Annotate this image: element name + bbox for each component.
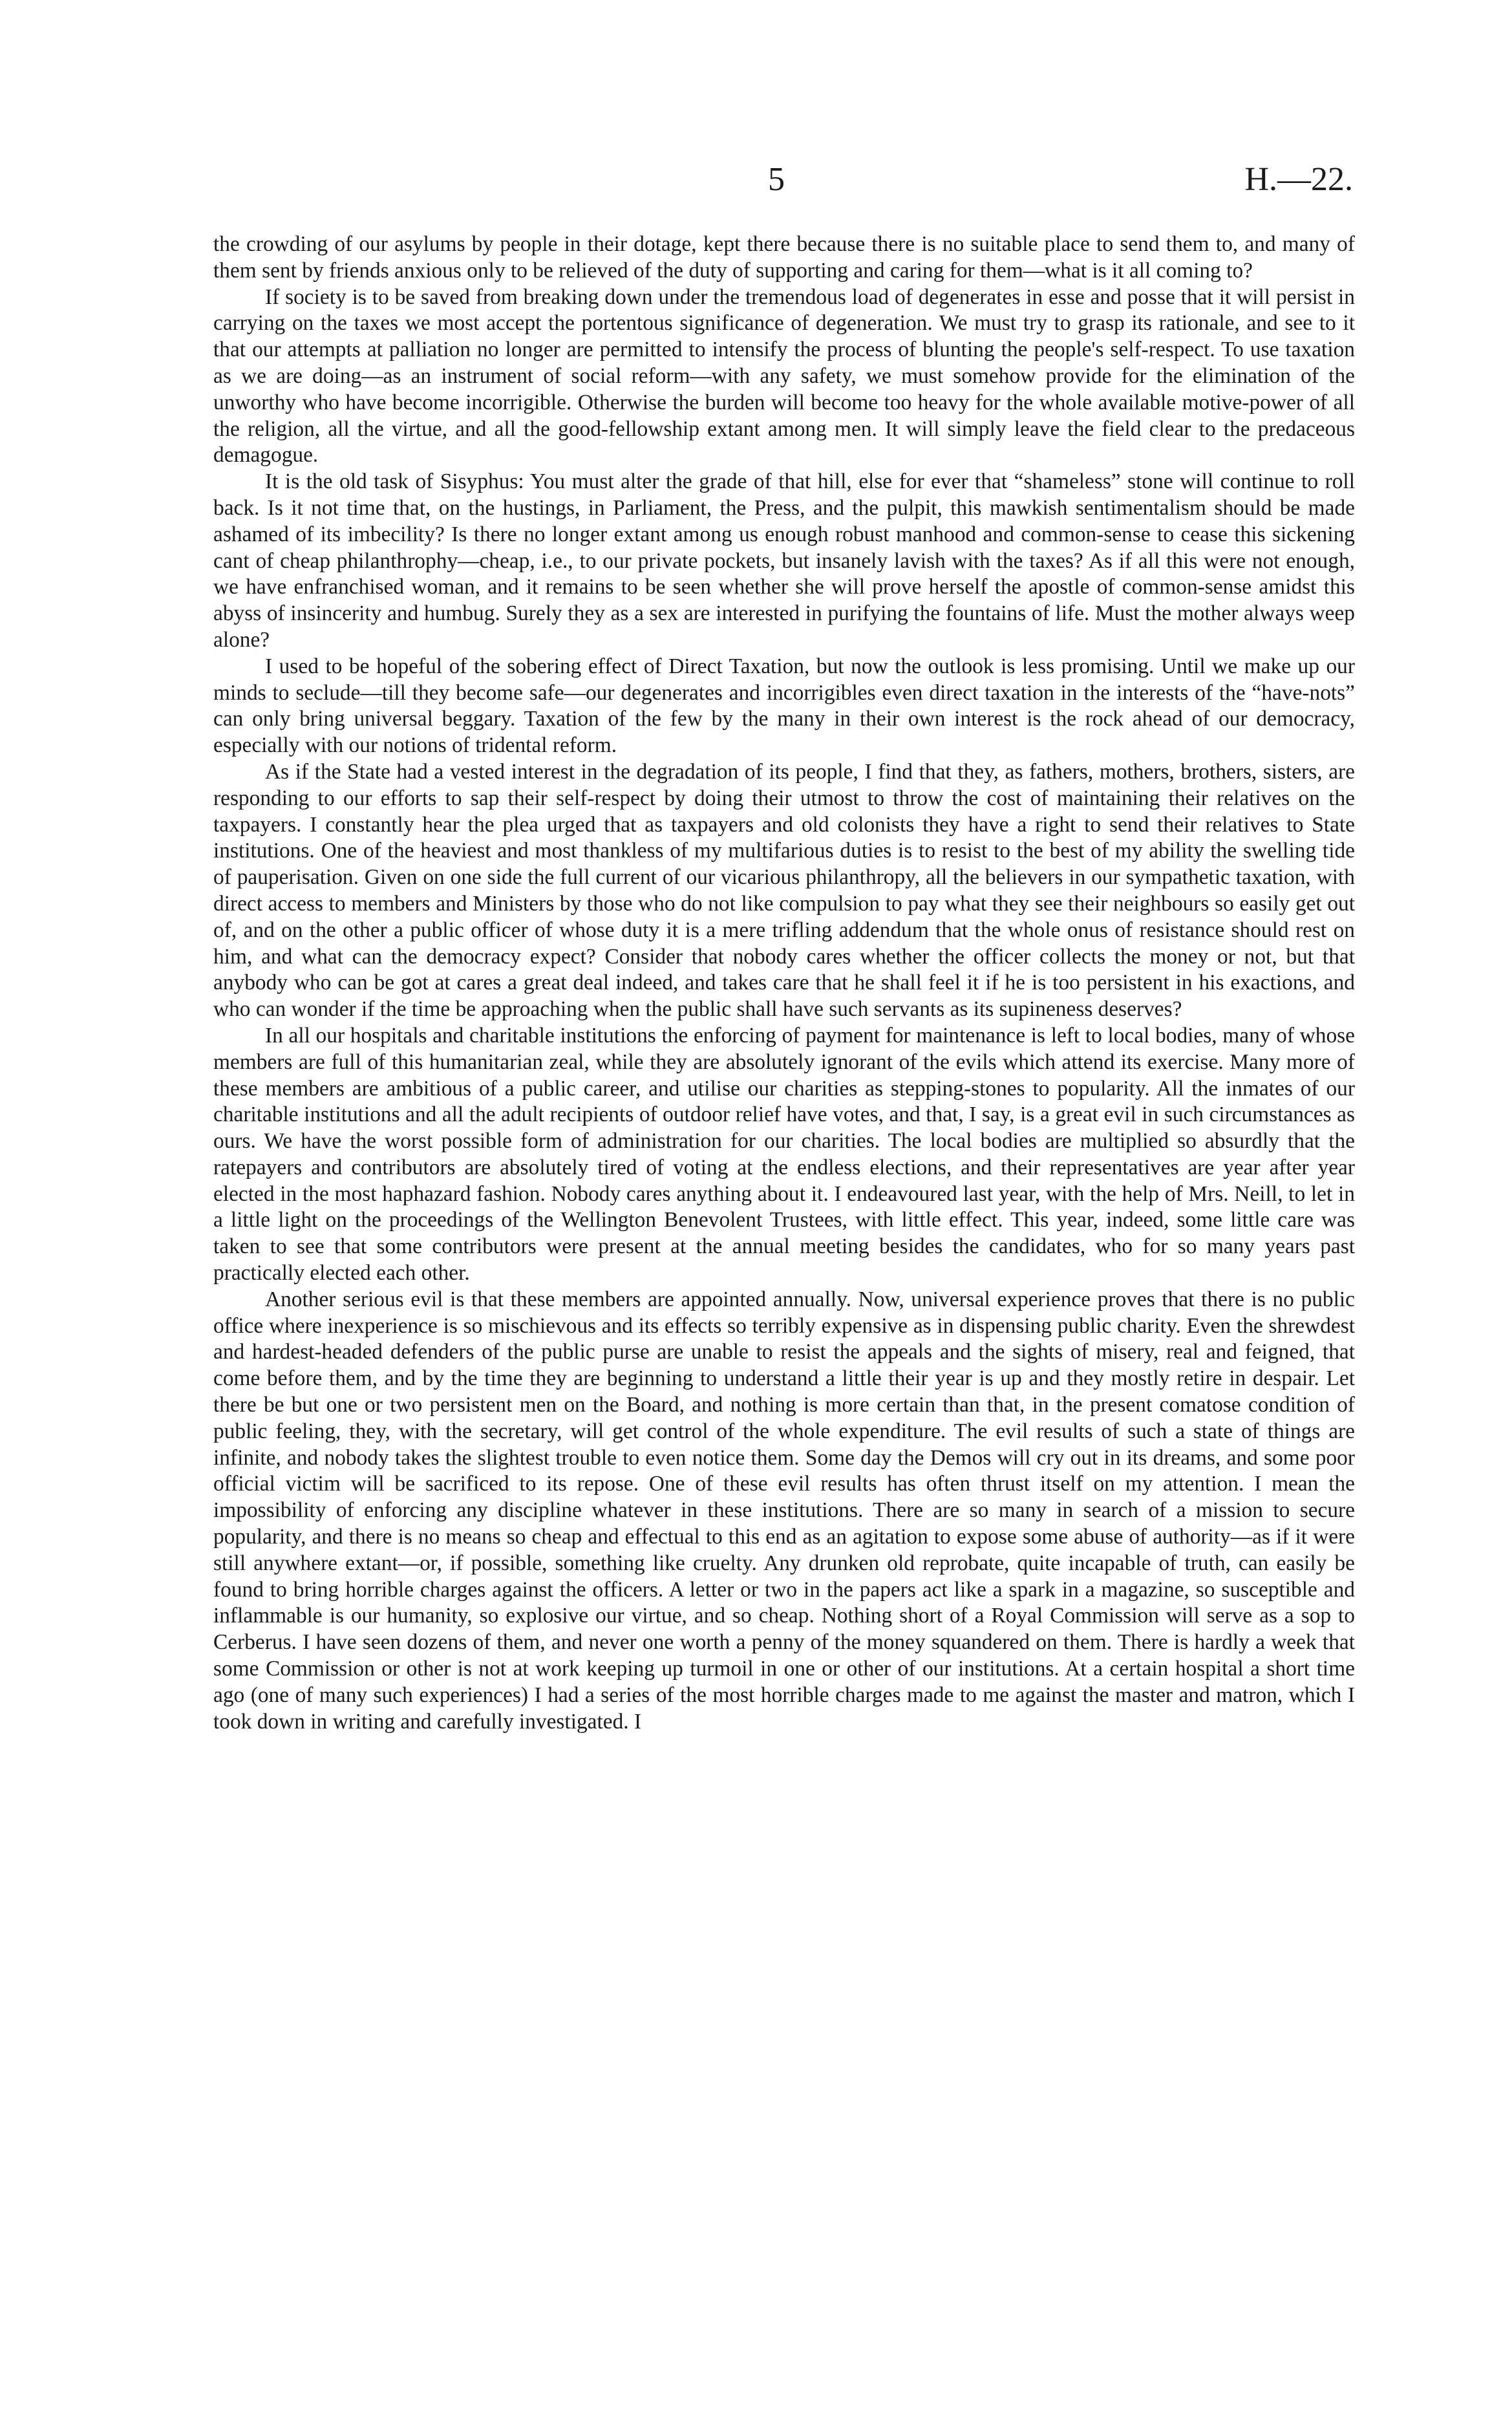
paragraph: If society is to be saved from breaking down under the tremendous load of degenerates in esse and posse that it will persist in carrying on the taxes we most accept the portentous significance of degeneration. We must try to grasp its rationale, and see to it that our attempts at palliation no longer are permitted to intensify the process of blunting the people's self-respect. To use taxation as we are doing—as an instrument of social reform—with any safety, we must somehow provide for the elimination of the unworthy who have become incorrigible. Otherwise the burden will become too heavy for the whole available motive-power of all the religion, all the virtue, and all the good-fellowship extant among men. It will simply leave the field clear to the predaceous demagogue.	[213, 285, 1355, 468]
page-number: 5	[768, 161, 785, 198]
paragraph: In all our hospitals and charitable institutions the enforcing of payment for maintenance is left to local bodies, many of whose members are full of this humanitarian zeal, while they are absolutely ignorant of the evils which attend its exercise. Many more of these members are ambitious of a public career, and utilise our charities as stepping-stones to popularity. All the inmates of our charitable institutions and all the adult recipients of outdoor relief have votes, and that, I say, is a great evil in such circumstances as ours. We have the worst possible form of administration for our charities. The local bodies are multiplied so absurdly that the ratepayers and contributors are absolutely tired of voting at the endless elections, and their representatives are year after year elected in the most haphazard fashion. Nobody cares anything about it. I endeavoured last year, with the help of Mrs. Neill, to let in a little light on the proceedings of the Wellington Benevolent Trustees, with little effect. This year, indeed, some little care was taken to see that some contributors were present at the annual meeting besides the candidates, who for so many years past practically elected each other.	[213, 1023, 1355, 1286]
paragraph-continuation: the crowding of our asylums by people in their dotage, kept there because there is no suitable place to send them to, and many of them sent by friends anxious only to be relieved of the duty of supporting and caring for them—what is it all coming to?	[213, 232, 1355, 283]
paragraph: As if the State had a vested interest in the degradation of its people, I find that they, as fathers, mothers, brothers, sisters, are responding to our efforts to sap their self-respect by doing their utmost to throw the cost of maintaining their relatives on the taxpayers. I constantly hear the plea urged that as taxpayers and old colonists they have a right to send their relatives to State institutions. One of the heaviest and most thankless of my multifarious duties is to resist to the best of my ability the swelling tide of pauperisation. Given on one side the full current of our vicarious philanthropy, all the believers in our sympathetic taxation, with direct access to members and Ministers by those who do not like compulsion to pay what they see their neighbours so easily get out of, and on the other a public officer of whose duty it is a mere trifling addendum that the whole onus of resistance should rest on him, and what can the democracy expect? Consider that nobody cares whether the officer collects the money or not, but that anybody who can be got at cares a great deal indeed, and takes care that he shall feel it if he is too persistent in his exactions, and who can wonder if the time be approaching when the public shall have such servants as its supineness deserves?	[213, 759, 1355, 1022]
page-header	[0, 160, 1512, 206]
document-series-code: H.—22.	[1244, 161, 1353, 198]
paragraph: Another serious evil is that these members are appointed annually. Now, universal experience proves that there is no public office where inexperience is so mischievous and its effects so terribly expensive as in dispensing public charity. Even the shrewdest and hardest-headed defenders of the public purse are unable to resist the appeals and the sights of misery, real and feigned, that come before them, and by the time they are beginning to understand a little their year is up and they mostly retire in despair. Let there be but one or two persistent men on the Board, and nothing is more certain than that, in the present comatose condition of public feeling, they, with the secretary, will get control of the whole expenditure. The evil results of such a state of things are infinite, and nobody takes the slightest trouble to even notice them. Some day the Demos will cry out in its dreams, and some poor official victim will be sacrificed to its repose. One of these evil results has often thrust itself on my attention. I mean the impossibility of enforcing any discipline whatever in these institutions. There are so many in search of a mission to secure popularity, and there is no means so cheap and effectual to this end as an agitation to expose some abuse of authority—as if it were still anywhere extant—or, if possible, something like cruelty. Any drunken old reprobate, quite incapable of truth, can easily be found to bring horrible charges against the officers. A letter or two in the papers act like a spark in a magazine, so susceptible and inflammable is our humanity, so explosive our virtue, and so cheap. Nothing short of a Royal Commission will serve as a sop to Cerberus. I have seen dozens of them, and never one worth a penny of the money squandered on them. There is hardly a week that some Commission or other is not at work keeping up turmoil in one or other of our institutions. At a certain hospital a short time ago (one of many such experiences) I had a series of the most horrible charges made to me against the master and matron, which I took down in writing and carefully investigated. I	[213, 1287, 1355, 1734]
paragraph: It is the old task of Sisyphus: You must alter the grade of that hill, else for ever that “shameless” stone will continue to roll back. Is it not time that, on the hustings, in Parliament, the Press, and the pulpit, this mawkish sentimentalism should be made ashamed of its imbecility? Is there no longer extant among us enough robust manhood and common-sense to cease this sickening cant of cheap philanthrophy—cheap, i.e., to our private pockets, but insanely lavish with the taxes? As if all this were not enough, we have enfranchised woman, and it remains to be seen whether she will prove herself the apostle of common-sense amidst this abyss of insincerity and humbug. Surely they as a sex are interested in purifying the fountains of life. Must the mother always weep alone?	[213, 469, 1355, 652]
body-text	[213, 231, 1355, 1735]
paragraph: I used to be hopeful of the sobering effect of Direct Taxation, but now the outlook is less promising. Until we make up our minds to seclude—till they become safe—our degenerates and incorrigibles even direct taxation in the interests of the “have-nots” can only bring universal beggary. Taxation of the few by the many in their own interest is the rock ahead of our democracy, especially with our notions of tridental reform.	[213, 654, 1355, 758]
